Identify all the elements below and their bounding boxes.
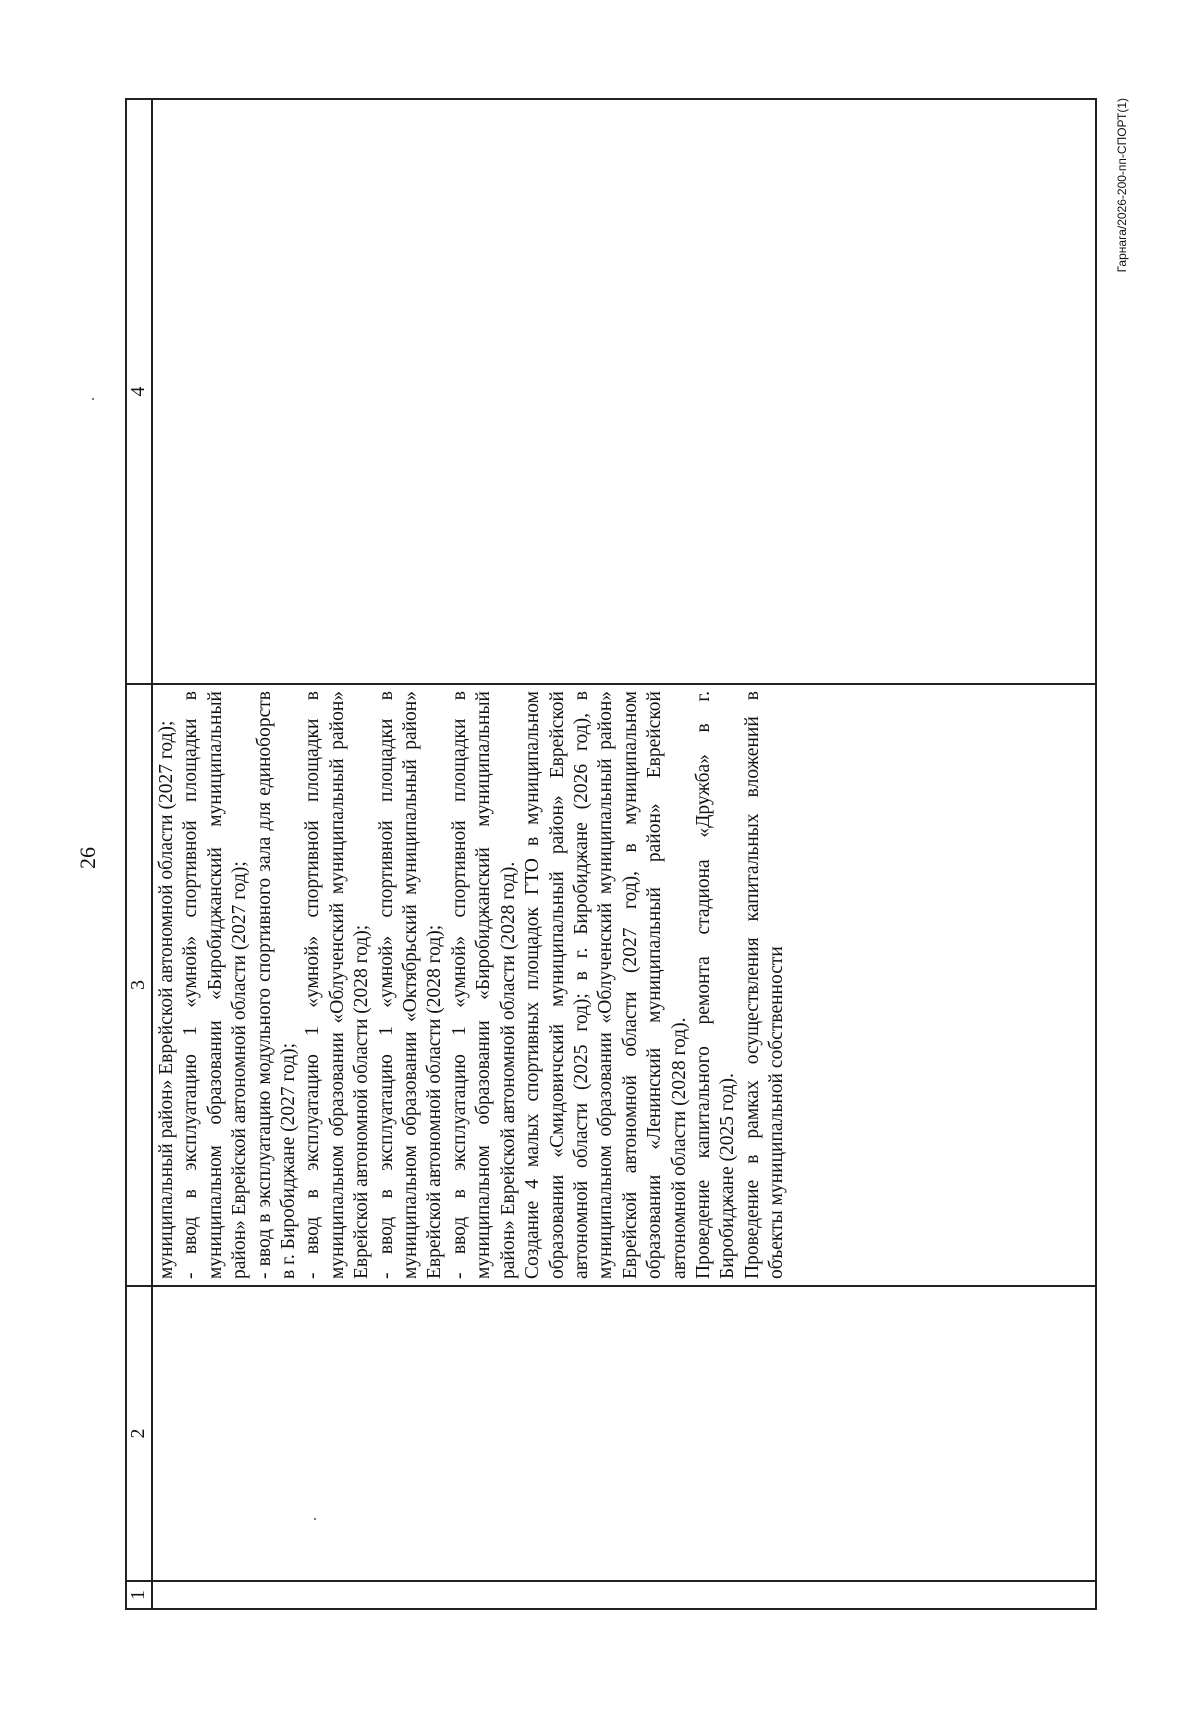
text-paragraph: муниципальный район» Еврейской автономной области (2027 год);	[156, 720, 177, 1279]
text-paragraph: Проведение в рамках осуществления капитальных вложений в объекты муниципальной собственности	[741, 691, 788, 1279]
text-paragraph: - ввод в эксплуатацию 1 «умной» спортивной площадки в муниципальном образовании «Облученский муниципальный район» Еврейской автономной области (2028 год);	[302, 691, 373, 1279]
cell-col-3	[152, 684, 1096, 1286]
text-paragraph: - ввод в эксплуатацию 1 «умной» спортивной площадки в муниципальном образовании «Октябрьский муниципальный район» Еврейской автономной области (2028 год);	[375, 691, 446, 1279]
table-row	[152, 99, 1096, 1609]
text-paragraph: - ввод в эксплуатацию 1 «умной» спортивной площадки в муниципальном образовании «Биробиджанский муниципальный район» Еврейской автономной области (2028 год).	[448, 691, 519, 1279]
table-header-row	[126, 99, 152, 1609]
text-paragraph: Проведение капитального ремонта стадиона «Дружба» в г. Биробиджане (2025 год).	[692, 691, 739, 1279]
rotated-content	[45, 88, 1155, 1628]
cell-col-2	[152, 1286, 1096, 1581]
content-table	[125, 98, 1097, 1610]
header-col-1: 1	[126, 1581, 152, 1609]
cell-col-4	[152, 99, 1096, 684]
text-paragraph: - ввод в эксплуатацию 1 «умной» спортивной площадки в муниципальном образовании «Биробиджанский муниципальный район» Еврейской автономной области (2027 год);	[180, 691, 251, 1279]
document-code: Гарнага/2026-200-пп-СПОРТ(1)	[1115, 98, 1129, 273]
cell-col-1	[152, 1581, 1096, 1609]
header-col-4: 4	[126, 99, 152, 684]
page-number: 26	[75, 847, 100, 869]
header-col-3: 3	[126, 684, 152, 1286]
text-paragraph: - ввод в эксплуатацию модульного спортивного зала для единоборств в г. Биробиджане (2027 год);	[253, 691, 300, 1279]
header-col-2: 2	[126, 1286, 152, 1581]
text-paragraph: Создание 4 малых спортивных площадок ГТО в муниципальном образовании «Смидовичский муниципальный район» Еврейской автономной области (2025 год); в г. Биробиджане (2026 год), в муниципальном образовании «Облученский муниципальный район» Еврейской автономной области (2027 год), в муниципальном образовании «Ленинский муниципальный район» Еврейской автономной области (2028 год).	[522, 691, 690, 1279]
